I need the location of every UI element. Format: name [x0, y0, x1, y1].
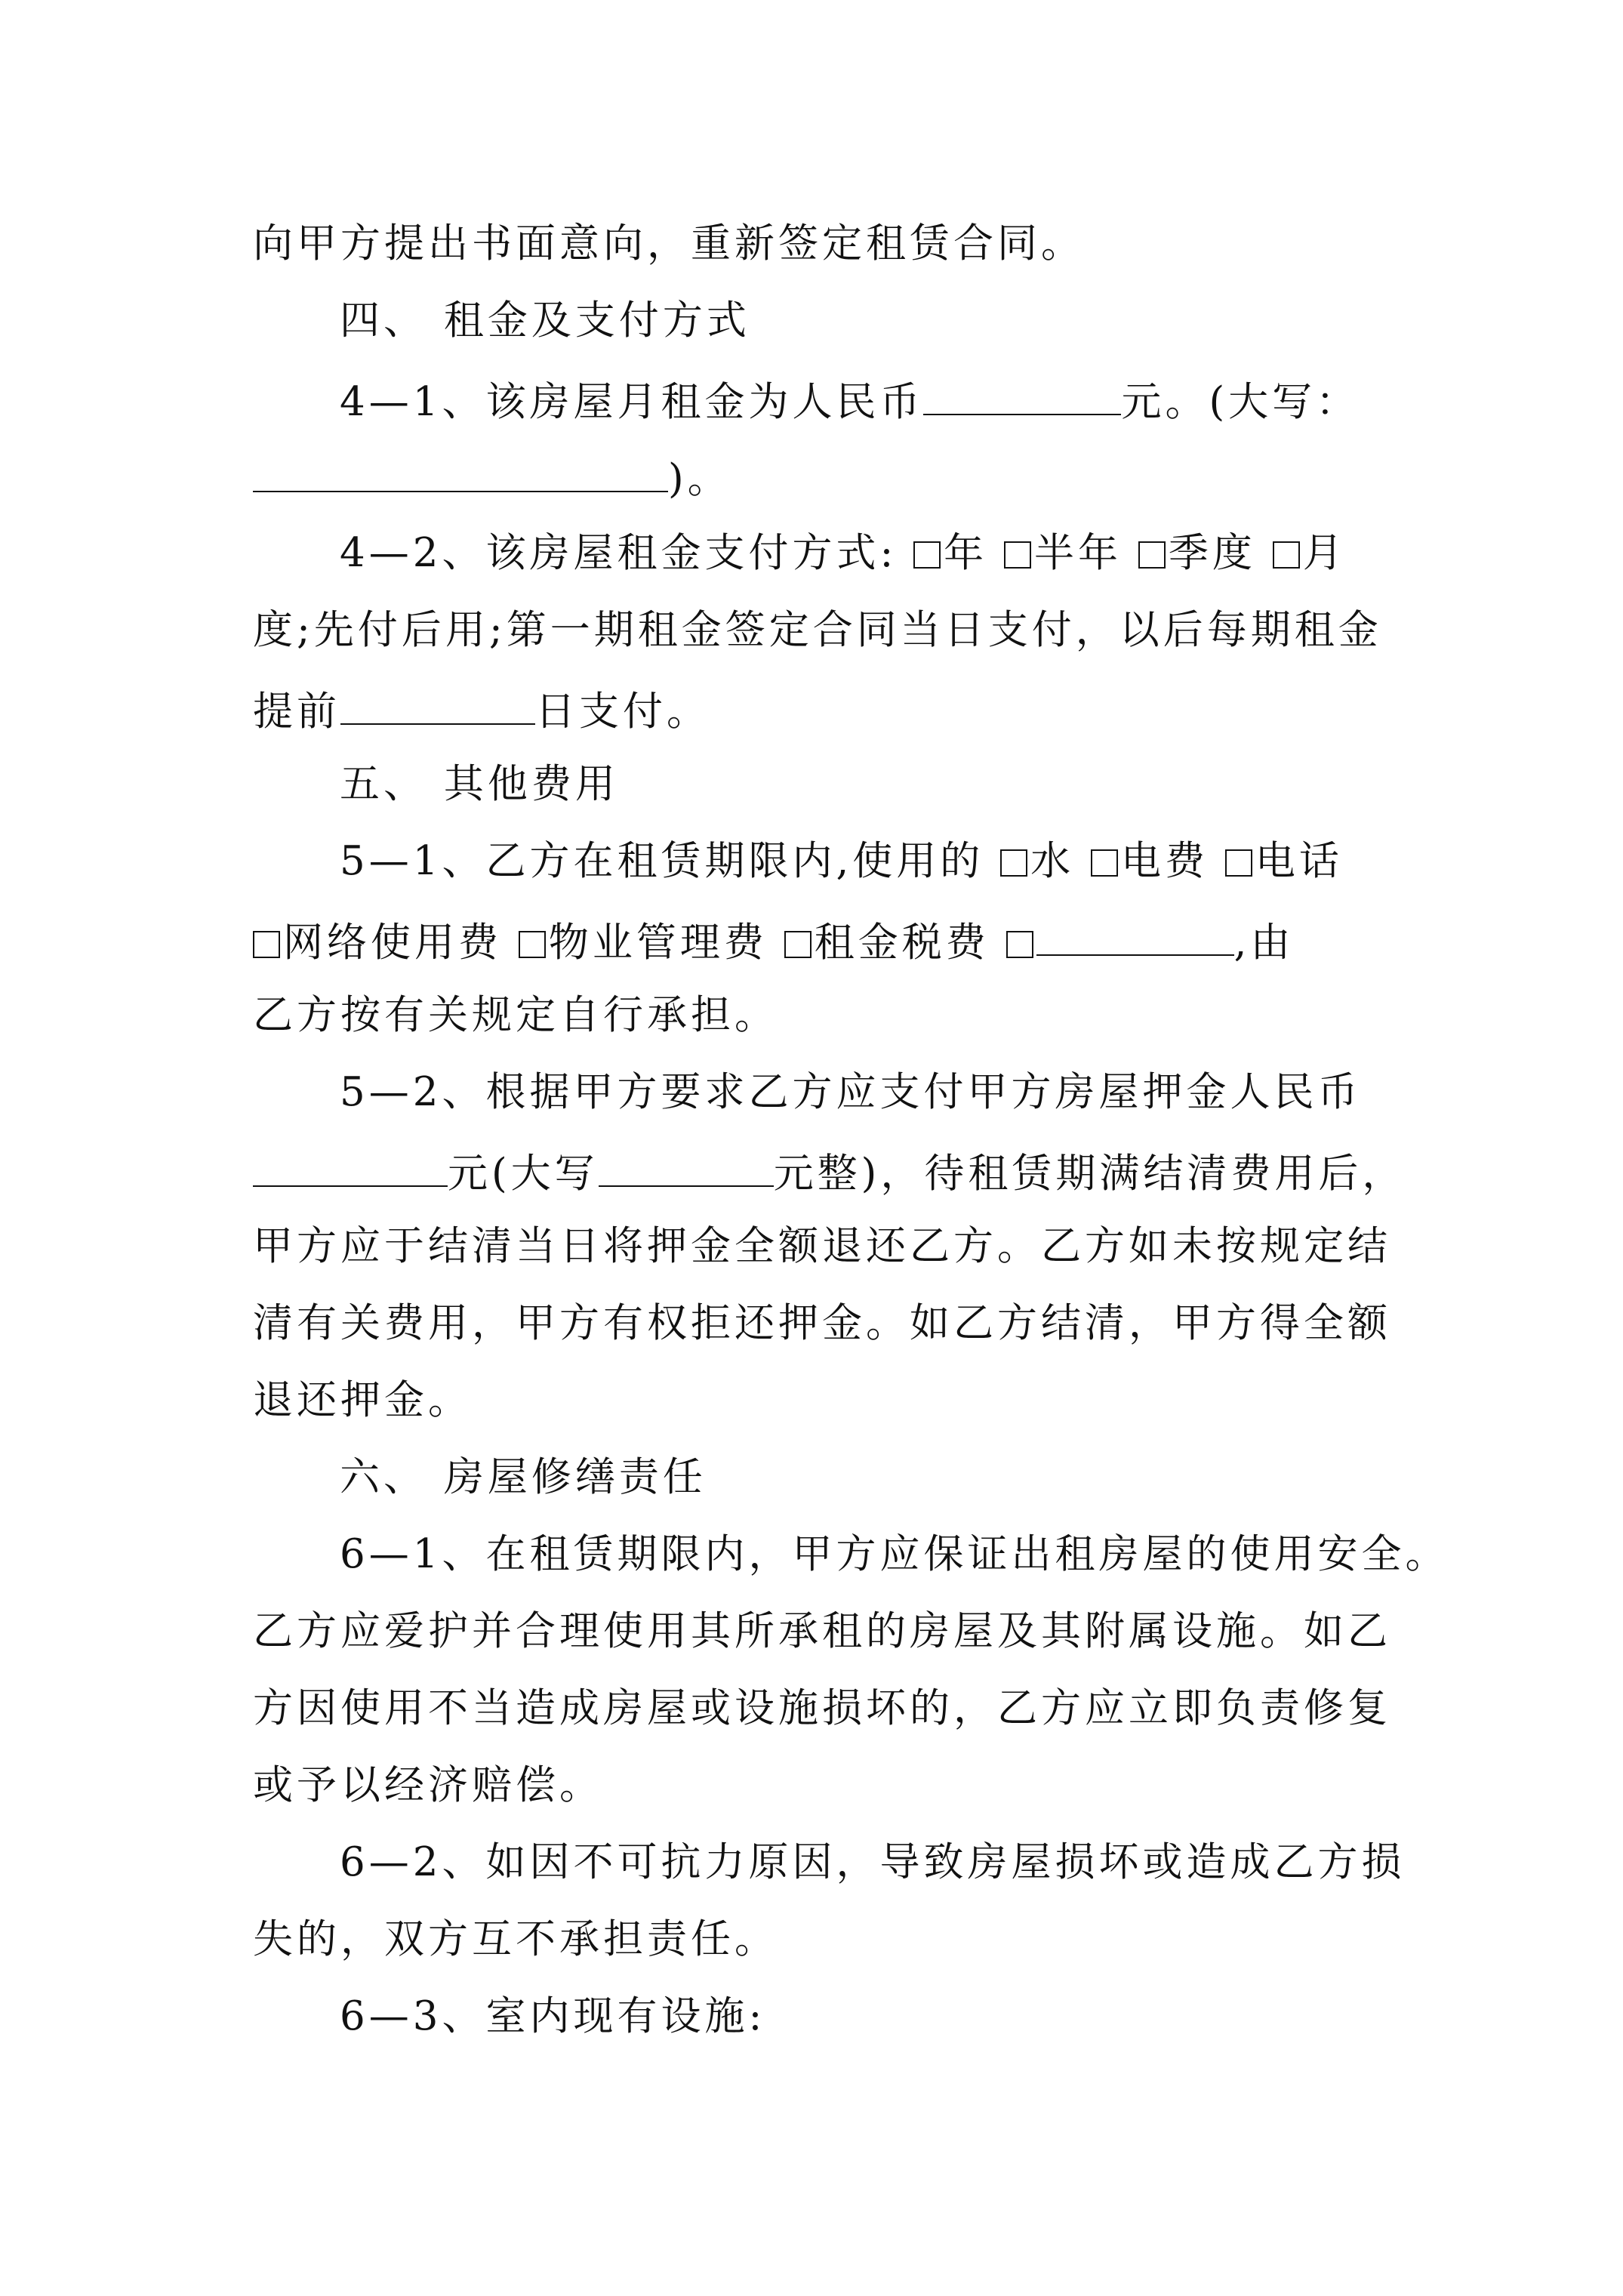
clause-text: ,由: [1233, 920, 1295, 966]
option-label: 月: [1302, 530, 1347, 576]
checkbox-month[interactable]: [1273, 541, 1300, 569]
fill-blank-rent-in-words[interactable]: [253, 455, 668, 492]
text-line: 或予以经济赔偿。: [253, 1762, 603, 1808]
option-label: 水: [1030, 838, 1075, 884]
clause-4-2: [340, 530, 1347, 576]
option-label: 电费: [1121, 838, 1209, 884]
option-label: 网络使用费: [283, 920, 502, 966]
paragraph-line: [253, 1223, 1391, 1269]
paragraph-line: [253, 992, 778, 1038]
checkbox-telephone[interactable]: [1225, 849, 1252, 877]
text-line: 5—2、根据甲方要求乙方应支付甲方房屋押金人民币: [340, 1069, 1362, 1115]
fill-blank-rent-amount[interactable]: [923, 378, 1121, 415]
text-line: 甲方应于结清当日将押金全额退还乙方。乙方如未按规定结: [253, 1223, 1391, 1269]
clause-5-1-continued: [253, 918, 1295, 966]
text-line: 清有关费用，甲方有权拒还押金。如乙方结清，甲方得全额: [253, 1300, 1391, 1346]
text-line: 6—3、室内现有设施:: [340, 1993, 766, 2039]
option-label: 租金税费: [814, 920, 990, 966]
checkbox-year[interactable]: [913, 541, 941, 569]
checkbox-water[interactable]: [1000, 849, 1027, 877]
section-title: 六、 房屋修缮责任: [340, 1454, 707, 1500]
checkbox-electricity[interactable]: [1091, 849, 1118, 877]
paragraph-line: [253, 1608, 1391, 1654]
paragraph-line: [253, 1685, 1391, 1731]
clause-6-3: [340, 1993, 766, 2039]
clause-5-2-continued: [253, 1149, 1406, 1197]
fill-blank-other-fee[interactable]: [1036, 918, 1234, 956]
paragraph-line: [253, 1916, 778, 1962]
option-label: 物业管理费: [548, 920, 768, 966]
text-line: 6—1、在租赁期限内，甲方应保证出租房屋的使用安全。: [340, 1531, 1449, 1577]
option-label: 年: [944, 530, 988, 576]
checkbox-quarter[interactable]: [1138, 541, 1166, 569]
section-heading-repairs: [340, 1454, 707, 1500]
text-line: 乙方应爱护并合理使用其所承租的房屋及其附属设施。如乙: [253, 1608, 1391, 1654]
clause-6-1: [340, 1531, 1449, 1577]
clause-text: 4—1、该房屋月租金为人民币: [340, 379, 924, 425]
paragraph-line: [253, 1300, 1391, 1346]
clause-6-2: [340, 1839, 1406, 1885]
paragraph-line: [253, 687, 710, 735]
text-line: 度;先付后用;第一期租金签定合同当日支付，以后每期租金: [253, 607, 1382, 653]
clause-5-2: [340, 1069, 1362, 1115]
option-label: 电话: [1255, 838, 1343, 884]
clause-text: 日支付。: [535, 689, 710, 735]
paragraph-line: [253, 1762, 603, 1808]
clause-text: 元(大写: [448, 1151, 599, 1197]
checkbox-rent-tax[interactable]: [784, 931, 812, 958]
clause-text: )。: [668, 456, 731, 502]
clause-text: 4—2、该房屋租金支付方式:: [340, 530, 898, 576]
section-title: 四、 租金及支付方式: [340, 297, 750, 344]
clause-text: 元整)，待租赁期满结清费用后，: [773, 1151, 1406, 1197]
clause-text: 元。(大写：: [1121, 379, 1360, 425]
text-line: 失的，双方互不承担责任。: [253, 1916, 778, 1962]
fill-blank-deposit-in-words[interactable]: [599, 1149, 774, 1187]
paragraph-line: [253, 1377, 472, 1423]
clause-text: 5—1、乙方在租赁期限内,使用的: [340, 838, 984, 884]
section-heading-other-fees: [340, 761, 619, 807]
clause-text: 提前: [253, 689, 340, 735]
text-line: 退还押金。: [253, 1377, 472, 1423]
fill-blank-deposit-amount[interactable]: [253, 1149, 448, 1187]
text-line: 向甲方提出书面意向，重新签定租赁合同。: [253, 220, 1085, 267]
option-label: 半年: [1034, 530, 1123, 576]
fill-blank-advance-days[interactable]: [340, 687, 535, 725]
text-line: 乙方按有关规定自行承担。: [253, 992, 778, 1038]
clause-4-1: [340, 378, 1360, 425]
section-title: 五、 其他费用: [340, 761, 619, 807]
paragraph-line: [253, 607, 1382, 653]
paragraph-line: [253, 220, 1085, 267]
text-line: 6—2、如因不可抗力原因，导致房屋损坏或造成乙方损: [340, 1839, 1406, 1885]
text-line: 方因使用不当造成房屋或设施损坏的，乙方应立即负责修复: [253, 1685, 1391, 1731]
option-label: 季度: [1168, 530, 1256, 576]
checkbox-half-year[interactable]: [1004, 541, 1031, 569]
checkbox-other[interactable]: [1006, 931, 1033, 958]
clause-4-1-continued: [253, 455, 731, 502]
checkbox-property-management[interactable]: [519, 931, 546, 958]
section-heading-rent: [340, 297, 750, 344]
checkbox-internet[interactable]: [253, 931, 280, 958]
clause-5-1: [340, 838, 1343, 884]
